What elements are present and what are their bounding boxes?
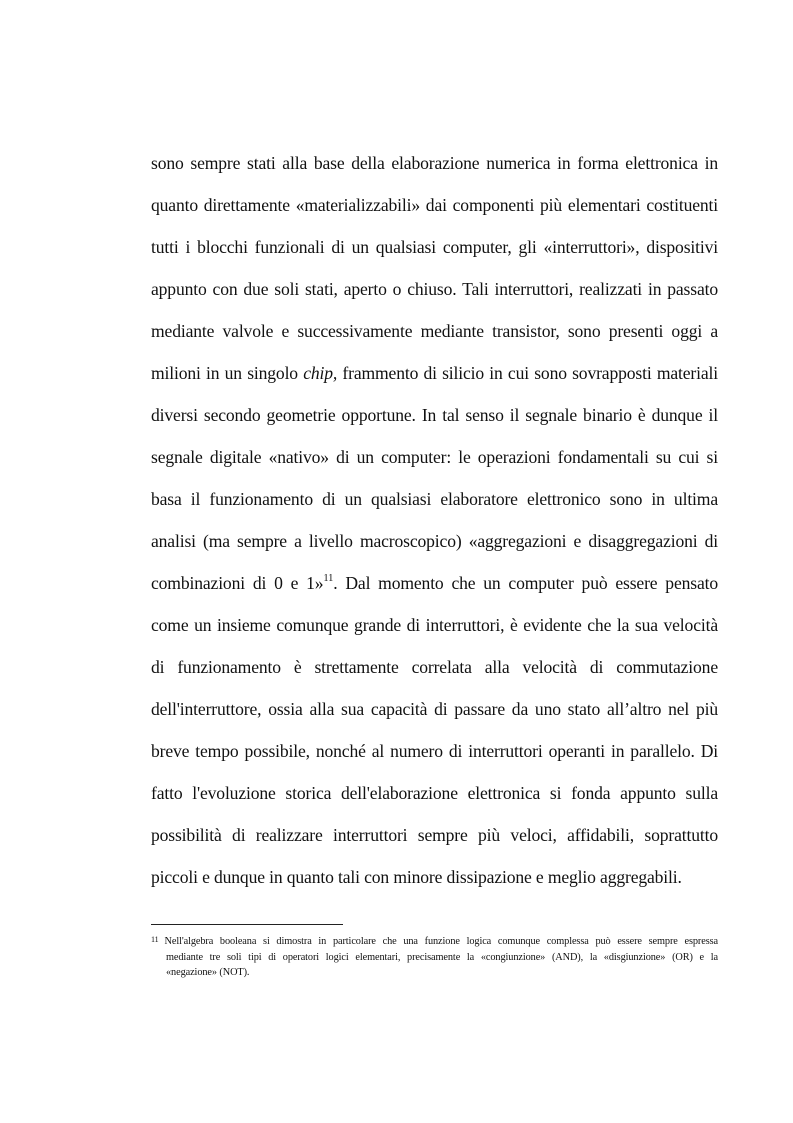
footnote-line: mediante tre soli tipi di operatori logici elementari, precisamente la «congiunzione» (AND), la «disgiunzione» (OR) e la [166,951,718,963]
body-line [151,562,718,604]
body-line: fatto l'evoluzione storica dell'elaborazione elettronica si fonda appunto sulla [151,783,718,803]
body-line: tutti i blocchi funzionali di un qualsiasi computer, gli «interruttori», dispositivi [151,237,718,257]
body-line: basa il funzionamento di un qualsiasi elaboratore elettronico sono in ultima [151,489,718,509]
body-line: breve tempo possibile, nonché al numero di interruttori operanti in parallelo. Di [151,741,718,761]
body-paragraph [151,142,718,898]
body-line-text: milioni in un singolo [151,363,304,383]
body-line: come un insieme comunque grande di interruttori, è evidente che la sua velocità [151,615,718,635]
body-line-text: . Dal momento che un computer può essere pensato [333,573,718,593]
body-line: possibilità di realizzare interruttori sempre più veloci, affidabili, soprattutto [151,825,718,845]
footnote-number: 11 [151,935,159,944]
body-line: quanto direttamente «materializzabili» dai componenti più elementari costituenti [151,195,718,215]
body-line: analisi (ma sempre a livello macroscopico) «aggregazioni e disaggregazioni di [151,531,718,551]
footnote-reference[interactable]: 11 [323,573,334,585]
italic-term: chip, [303,363,338,383]
footnote-separator [151,924,343,925]
body-line-text: frammento di silicio in cui sono sovrapposti materiali [337,363,718,383]
footnote-line: «negazione» (NOT). [166,967,250,978]
body-line [151,352,718,394]
body-line: di funzionamento è strettamente correlata alla velocità di commutazione [151,657,718,677]
body-line: sono sempre stati alla base della elaborazione numerica in forma elettronica in [151,153,718,173]
body-line: mediante valvole e successivamente mediante transistor, sono presenti oggi a [151,321,718,341]
body-line: piccoli e dunque in quanto tali con minore dissipazione e meglio aggregabili. [151,867,682,887]
body-line: diversi secondo geometrie opportune. In tal senso il segnale binario è dunque il [151,405,718,425]
footnote-line [151,934,718,950]
body-line: dell'interruttore, ossia alla sua capacità di passare da uno stato all’altro nel più [151,699,718,719]
body-line: appunto con due soli stati, aperto o chiuso. Tali interruttori, realizzati in passato [151,279,718,299]
body-line-text: combinazioni di 0 e 1» [151,573,324,593]
footnote-text: Nell'algebra booleana si dimostra in particolare che una funzione logica comunque complessa può essere sempre espressa [164,936,718,947]
footnote [151,934,718,981]
body-line: segnale digitale «nativo» di un computer: le operazioni fondamentali su cui si [151,447,718,467]
